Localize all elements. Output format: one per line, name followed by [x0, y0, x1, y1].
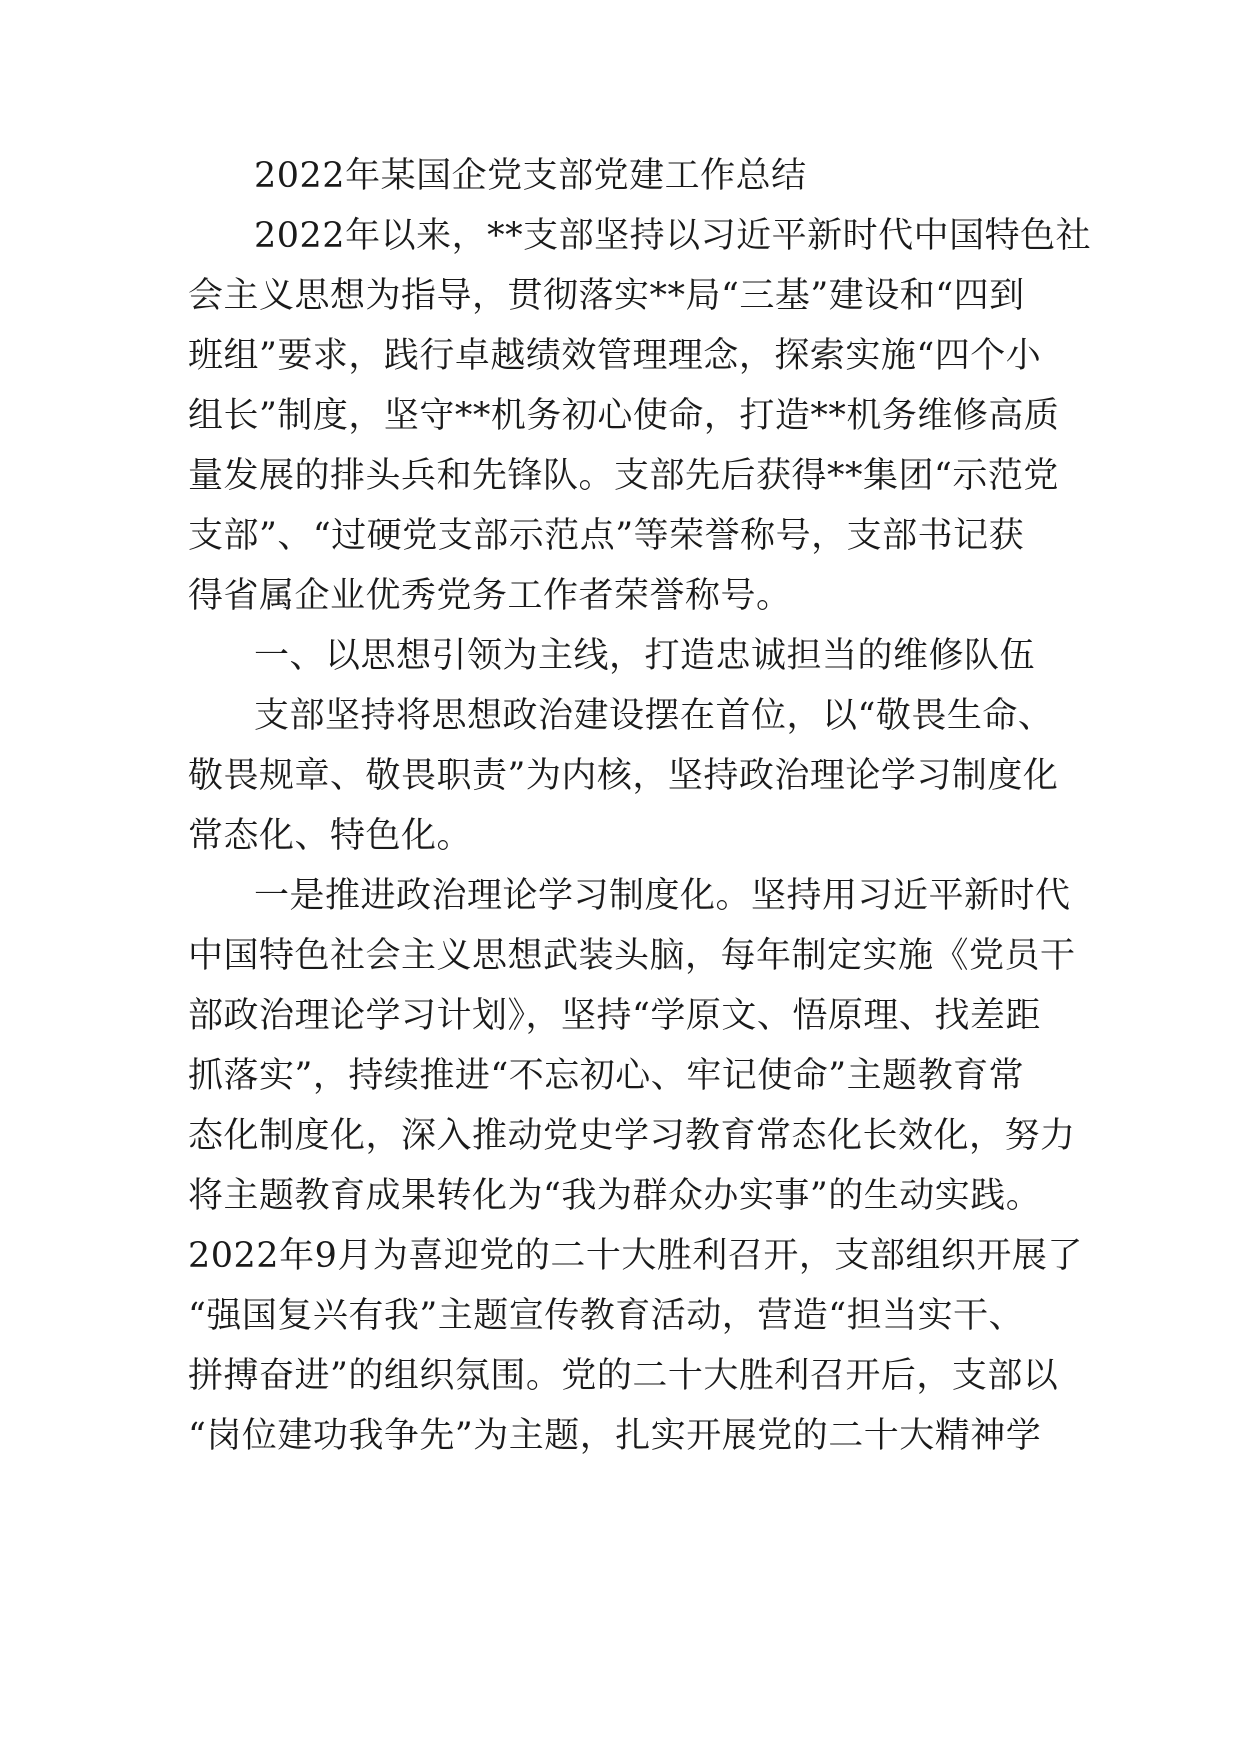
- body-line: 中国特色社会主义思想武装头脑，每年制定实施《党员干: [188, 936, 1076, 976]
- body-line: 一是推进政治理论学习制度化。坚持用习近平新时代: [254, 876, 1071, 916]
- body-line: 支部”、“过硬党支部示范点”等荣誉称号，支部书记获: [188, 516, 1025, 556]
- body-line: 组长”制度，坚守**机务初心使命，打造**机务维修高质: [188, 396, 1060, 436]
- body-line: 抓落实”，持续推进“不忘初心、牢记使命”主题教育常: [188, 1056, 1025, 1096]
- body-line: 2022年以来，**支部坚持以习近平新时代中国特色社: [254, 216, 1092, 256]
- body-line: 敬畏规章、敬畏职责”为内核，坚持政治理论学习制度化: [188, 756, 1059, 796]
- body-line: 量发展的排头兵和先锋队。支部先后获得**集团“示范党: [188, 456, 1059, 496]
- body-line: 态化制度化，深入推动党史学习教育常态化长效化，努力: [188, 1116, 1076, 1156]
- body-line: 常态化、特色化。: [188, 816, 473, 856]
- body-line: 2022年9月为喜迎党的二十大胜利召开，支部组织开展了: [188, 1236, 1083, 1276]
- body-line: 支部坚持将思想政治建设摆在首位，以“敬畏生命、: [254, 696, 1054, 736]
- body-line: 班组”要求，践行卓越绩效管理理念，探索实施“四个小: [188, 336, 1042, 376]
- body-line: “强国复兴有我”主题宣传教育活动，营造“担当实干、: [188, 1296, 1025, 1336]
- body-line: 会主义思想为指导，贯彻落实**局“三基”建设和“四到: [188, 276, 1025, 316]
- body-line: 拼搏奋进”的组织氛围。党的二十大胜利召开后，支部以: [188, 1356, 1059, 1396]
- body-line: “岗位建功我争先”为主题，扎实开展党的二十大精神学: [188, 1416, 1042, 1456]
- section-heading: 一、以思想引领为主线，打造忠诚担当的维修队伍: [254, 636, 1036, 676]
- body-line: 将主题教育成果转化为“我为群众办实事”的生动实践。: [188, 1176, 1042, 1216]
- document-title: 2022年某国企党支部党建工作总结: [254, 156, 807, 196]
- body-line: 得省属企业优秀党务工作者荣誉称号。: [188, 576, 792, 616]
- body-line: 部政治理论学习计划》，坚持“学原文、悟原理、找差距: [188, 996, 1041, 1036]
